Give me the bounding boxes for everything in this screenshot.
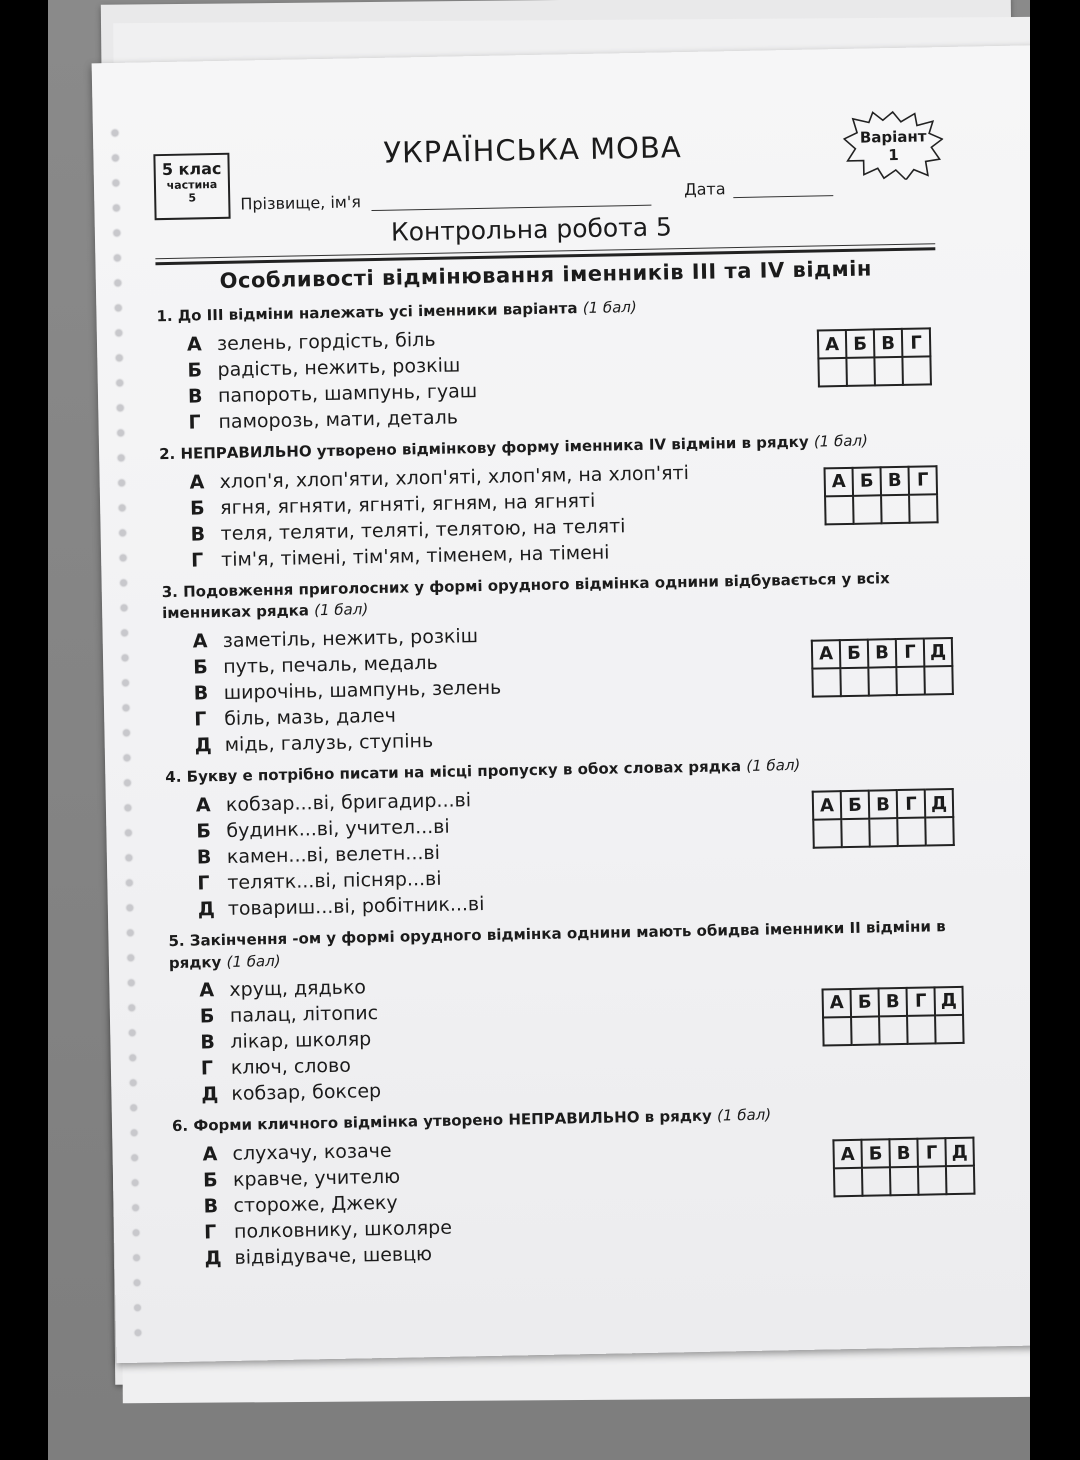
option-text: будинк...ві, учител...ві [226,815,450,842]
option-text: мідь, галузь, ступінь [224,729,434,756]
name-field[interactable] [240,187,651,214]
option-letter: Б [189,496,205,520]
topic-title: Особливості відмінювання іменників III та IV відмін [219,256,873,293]
answer-grid [823,465,938,525]
answer-grid-letter: В [881,467,910,496]
date-line[interactable] [734,195,834,198]
question-prompt: Подовження приголосних у формі орудного відмінка однини відбувається у всіх іменниках рядка [162,568,890,623]
answer-grid-letter: В [889,1139,918,1168]
question-points: (1 бал) [582,297,637,318]
question-points: (1 бал) [746,755,801,775]
question-points: (1 бал) [716,1105,772,1125]
answer-grid [822,986,965,1047]
option-text: тім'я, тімені, тім'ям, тіменем, на тімені [220,541,610,571]
option-letter: Д [204,1247,222,1270]
part-label: частина [166,178,218,192]
answer-grid-letter: Г [907,987,936,1016]
question-prompt: НЕПРАВИЛЬНО утворено відмінкову форму іменника IV відміни в рядку [180,432,815,463]
option-text: кобзар, боксер [231,1080,382,1106]
option-letter: В [196,845,212,869]
option-letter: Б [199,1005,215,1028]
answer-cell[interactable] [862,1168,891,1197]
answer-grid [811,636,954,697]
name-label: Прізвище, ім'я [240,192,362,214]
answer-cell[interactable] [874,357,903,386]
answer-grid-letter: В [879,988,908,1017]
option-letter: Б [202,1169,218,1192]
question-1 [156,290,998,436]
option-text: папороть, шампунь, гуаш [217,379,478,407]
option-letter: Д [197,897,215,921]
answer-cell[interactable] [812,668,841,697]
answer-cell[interactable] [840,667,869,696]
sheet-header [153,108,996,264]
option-text: лікар, школяр [230,1028,372,1054]
question-number: 2. [158,444,181,463]
answer-cell[interactable] [918,1166,947,1195]
option-letter: А [199,979,215,1002]
option-text: кравче, учителю [232,1165,401,1191]
answer-grid [812,788,955,849]
question-number: 1. [156,306,179,326]
option-letter: Г [188,411,201,434]
option-letter: Г [194,708,207,731]
answer-cell[interactable] [868,667,897,696]
answer-cell[interactable] [902,356,931,385]
answer-grid-letter: Г [909,466,938,495]
question-number: 5. [168,931,190,950]
option-text: полковнику, школяре [233,1216,453,1243]
answer-grid-letter: А [825,468,854,497]
option-letter: Б [193,656,208,679]
option-text: відвідуваче, шевцю [234,1243,433,1269]
option-text: слухачу, козаче [232,1139,392,1165]
option-letter: Д [194,734,212,757]
date-field[interactable] [684,177,834,199]
option-letter: А [195,793,211,817]
option-text: ягня, ягняти, ягняті, ягням, на ягняті [219,489,596,519]
answer-cell[interactable] [834,1168,863,1197]
option-text: кобзар...ві, бригадир...ві [225,788,472,816]
option-letter: А [202,1143,218,1166]
questions-list [156,290,1014,1272]
option-text: теля, теляти, теляті, телятою, на теляті [220,514,626,545]
answer-grid-letter: А [823,989,852,1018]
option-text: ключ, слово [230,1054,352,1080]
option-letter: В [193,682,209,705]
answer-cell[interactable] [818,358,847,387]
answer-cell[interactable] [896,666,925,695]
answer-grid-letter: Д [945,1138,974,1167]
option-text: хрущ, дядько [229,976,367,1002]
answer-cell[interactable] [925,817,954,846]
answer-grid-letter: Б [861,1140,890,1169]
answer-cell[interactable] [935,1015,964,1044]
answer-grid-letter: Б [841,791,870,820]
answer-cell[interactable] [897,818,926,847]
option-letter: Г [203,1221,217,1244]
option-text: паморозь, мати, деталь [218,406,459,433]
question-4 [165,751,1008,923]
option-letter: А [189,470,205,494]
answer-cell[interactable] [890,1167,919,1196]
answer-cell[interactable] [813,819,842,848]
answer-grid-letter: В [869,790,898,819]
option-letter: В [200,1031,216,1054]
answer-cell[interactable] [853,495,882,524]
variant-label: Варіант [859,127,927,147]
option-letter: Г [200,1057,214,1080]
sheet-content [153,108,1015,1280]
answer-cell[interactable] [846,357,875,386]
question-number: 6. [171,1116,194,1136]
answer-grid-letter: Г [897,790,926,819]
answer-cell[interactable] [881,495,910,524]
subject-title: УКРАЇНСЬКА МОВА [383,130,682,170]
question-5 [168,915,1011,1109]
grade-label: 5 клас [161,158,222,180]
question-points: (1 бал) [226,951,281,971]
option-text: зелень, гордість, біль [216,328,436,355]
option-text: товариш...ві, робітник...ві [227,892,485,920]
question-points: (1 бал) [314,600,369,620]
option-letter: В [187,385,203,408]
part-number: 5 [188,191,197,205]
question-prompt: Букву е потрібно писати на місці пропуску в обох словах рядка [186,756,747,786]
answer-cell[interactable] [841,819,870,848]
question-prompt: До III відміни належать усі іменники варіанта [177,299,583,325]
option-letter: А [186,333,202,356]
option-text: заметіль, нежить, розкіш [222,625,479,652]
option-text: палац, літопис [229,1002,379,1028]
test-sheet [92,45,1030,1363]
grade-box [153,153,230,220]
option-letter: Д [201,1083,219,1106]
answer-grid-letter: Г [896,638,925,667]
option-text: камен...ві, велетн...ві [226,841,441,868]
date-label: Дата [683,179,726,200]
question-number: 4. [165,767,187,787]
answer-cell[interactable] [825,496,854,525]
answer-grid-letter: В [874,329,903,358]
answer-grid-letter: Б [846,329,875,358]
question-prompt: Закінчення -ом у формі орудного відмінка однини мають обидва іменники II відміни в рядку [168,916,946,972]
question-3 [162,566,1005,760]
variant-badge [843,109,944,181]
option-letter: Г [190,548,204,572]
spiral-binding [105,123,152,1343]
option-text: біль, мазь, далеч [224,704,397,730]
question-prompt: Форми кличного відмінка утворено НЕПРАВИЛЬНО в рядку [193,1106,718,1135]
option-letter: Г [197,872,210,895]
option-letter: В [190,522,206,546]
question-2 [159,428,1001,574]
answer-grid-letter: Г [917,1138,946,1167]
option-text: широчінь, шампунь, зелень [223,676,502,704]
answer-cell[interactable] [879,1016,908,1045]
option-letter: Б [187,359,203,382]
answer-cell[interactable] [946,1166,975,1195]
answer-grid-letter: Д [925,789,954,818]
option-letter: В [203,1195,219,1218]
answer-grid-letter: А [818,330,847,359]
answer-grid-letter: Д [924,637,953,666]
answer-grid-letter: В [868,639,897,668]
option-text: путь, печаль, медаль [223,651,438,678]
option-text: стороже, Джеку [233,1191,398,1217]
answer-cell[interactable] [823,1017,852,1046]
work-title: Контрольна робота 5 [390,212,673,247]
answer-grid-letter: А [813,791,842,820]
photo-background [48,0,1030,1460]
answer-grid [817,327,932,387]
answer-grid-letter: А [833,1140,862,1169]
answer-grid-letter: Б [853,467,882,496]
answer-cell[interactable] [907,1015,936,1044]
answer-cell[interactable] [924,665,953,694]
answer-grid-letter: Б [851,988,880,1017]
question-points: (1 бал) [813,431,869,451]
question-6 [172,1100,1015,1272]
answer-grid-letter: Г [902,328,931,357]
question-number: 3. [161,582,184,601]
option-text: хлоп'я, хлоп'яти, хлоп'яті, хлоп'ям, на хлоп'яті [219,461,690,493]
name-line[interactable] [371,205,651,211]
answer-cell[interactable] [851,1016,880,1045]
option-text: телятк...ві, пісняр...ві [227,867,442,894]
answer-grid-letter: Д [934,987,963,1016]
answer-grid [832,1137,975,1198]
option-text: радість, нежить, розкіш [217,354,461,381]
answer-grid-letter: А [812,640,841,669]
answer-cell[interactable] [869,818,898,847]
answer-cell[interactable] [909,494,938,523]
answer-grid-letter: Б [840,639,869,668]
option-letter: Б [196,819,212,843]
option-letter: А [192,630,208,653]
variant-number: 1 [888,145,899,165]
